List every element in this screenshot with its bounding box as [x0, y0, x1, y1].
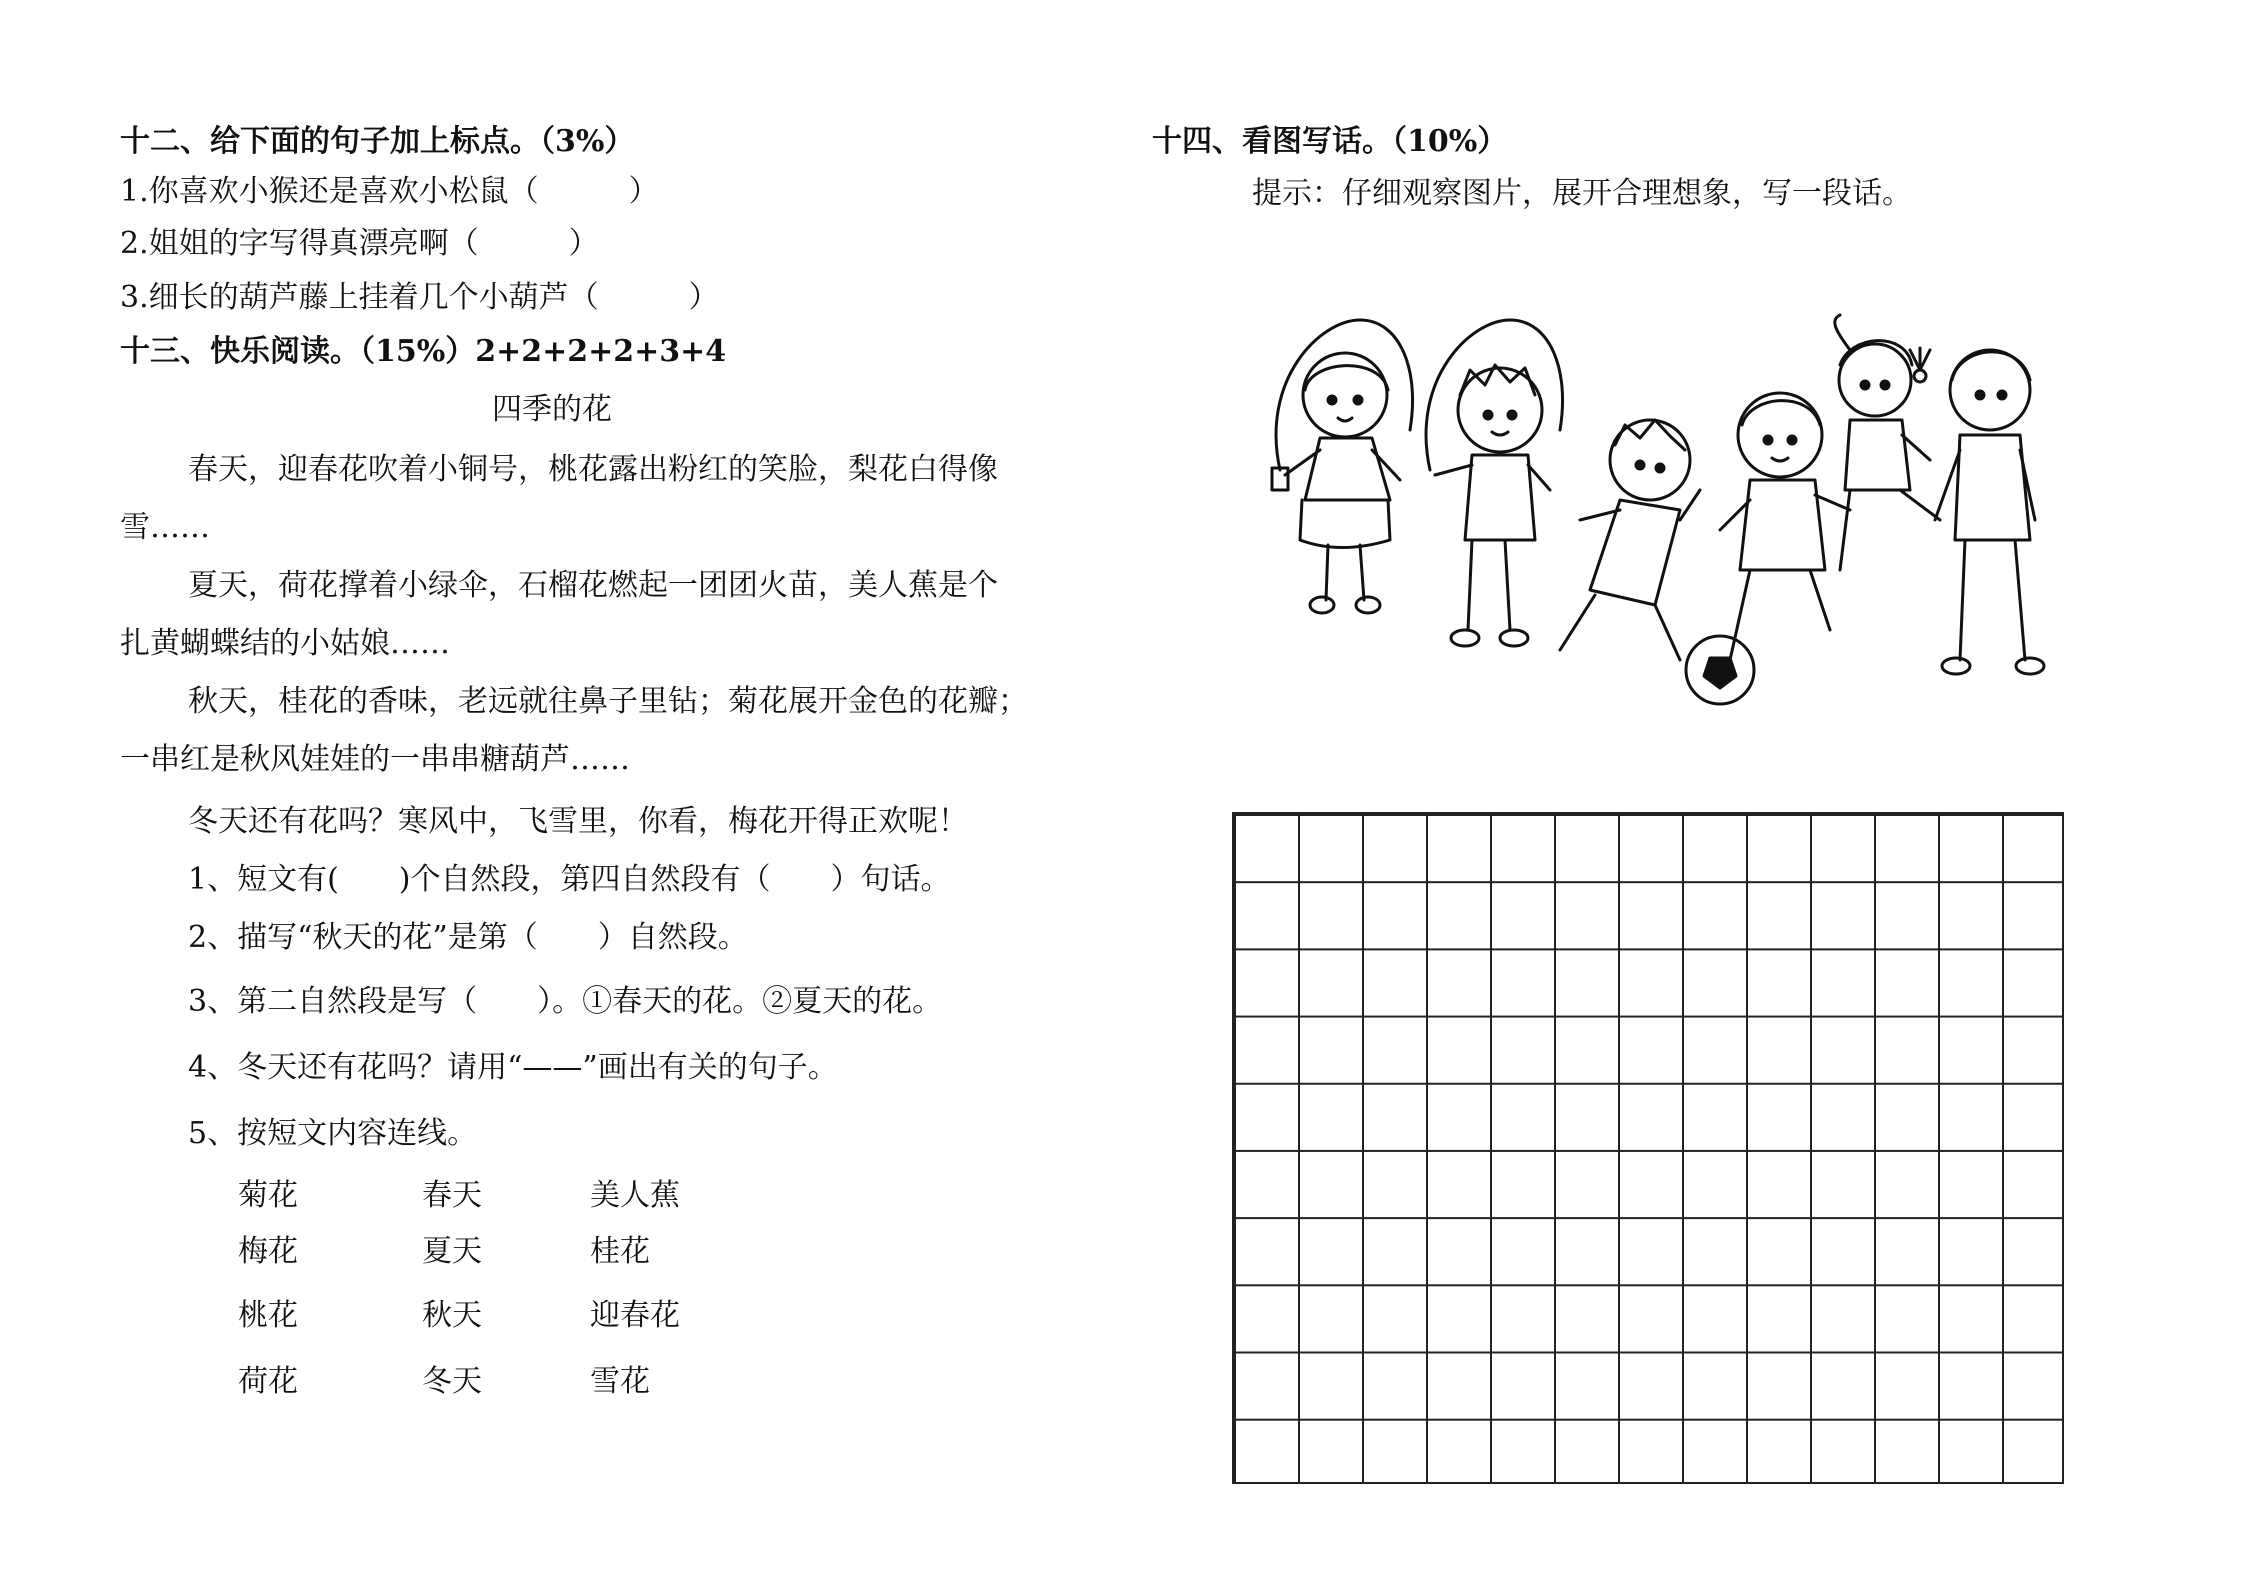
question-2: 2、描写“秋天的花”是第（ ）自然段。	[188, 920, 748, 955]
soccer-ball-icon	[1686, 636, 1754, 704]
girl-kicking-shuttlecock-figure	[1835, 315, 1940, 570]
boy-standing-figure	[1935, 350, 2044, 674]
match-flower-4: 荷花	[238, 1364, 298, 1399]
question-1: 1、短文有( )个自然段，第四自然段有（ ）句话。	[188, 862, 951, 897]
s12-item-1: 1.你喜欢小猴还是喜欢小松鼠（ ）	[120, 174, 659, 209]
question-3: 3、第二自然段是写（ ）。①春天的花。②夏天的花。	[188, 984, 943, 1019]
match-season-2: 夏天	[422, 1234, 482, 1269]
writing-grid[interactable]	[1232, 812, 2064, 1484]
question-5: 5、按短文内容连线。	[188, 1116, 478, 1151]
paragraph-3-line-2: 一串红是秋风娃娃的一串串糖葫芦……	[120, 742, 630, 777]
writing-hint: 提示：仔细观察图片，展开合理想象，写一段话。	[1252, 176, 1912, 211]
boy-running-figure	[1560, 420, 1700, 660]
s12-item-2: 2.姐姐的字写得真漂亮啊（ ）	[120, 226, 599, 261]
paragraph-2-line-2: 扎黄蝴蝶结的小姑娘……	[120, 626, 450, 661]
match-item-1: 美人蕉	[590, 1178, 680, 1213]
boy-kicking-figure	[1720, 393, 1850, 660]
match-season-1: 春天	[422, 1178, 482, 1213]
section-14-title: 十四、看图写话。（10%）	[1152, 124, 1508, 159]
paragraph-1-line-2: 雪……	[120, 510, 210, 545]
match-flower-2: 梅花	[238, 1234, 298, 1269]
match-flower-1: 菊花	[238, 1178, 298, 1213]
match-season-3: 秋天	[422, 1298, 482, 1333]
girl-jumping-rope-figure	[1272, 320, 1413, 613]
section-12-title: 十二、给下面的句子加上标点。（3%）	[120, 124, 635, 159]
children-playing-illustration	[1260, 300, 2060, 720]
section-13-title: 十三、快乐阅读。（15%）2+2+2+2+3+4	[120, 334, 727, 369]
match-item-4: 雪花	[590, 1364, 650, 1399]
match-item-2: 桂花	[590, 1234, 650, 1269]
boy-jumping-rope-figure	[1426, 320, 1563, 646]
paragraph-1-line-1: 春天，迎春花吹着小铜号，桃花露出粉红的笑脸，梨花白得像	[188, 452, 998, 487]
question-4: 4、冬天还有花吗？请用“——”画出有关的句子。	[188, 1050, 838, 1085]
match-season-4: 冬天	[422, 1364, 482, 1399]
passage-title: 四季的花	[492, 392, 612, 427]
match-flower-3: 桃花	[238, 1298, 298, 1333]
match-item-3: 迎春花	[590, 1298, 680, 1333]
s12-item-3: 3.细长的葫芦藤上挂着几个小葫芦（ ）	[120, 280, 719, 315]
paragraph-3-line-1: 秋天，桂花的香味，老远就往鼻子里钻；菊花展开金色的花瓣；	[188, 684, 1028, 719]
paragraph-4: 冬天还有花吗？寒风中，飞雪里，你看，梅花开得正欢呢！	[188, 804, 968, 839]
paragraph-2-line-1: 夏天，荷花撑着小绿伞，石榴花燃起一团团火苗，美人蕉是个	[188, 568, 998, 603]
